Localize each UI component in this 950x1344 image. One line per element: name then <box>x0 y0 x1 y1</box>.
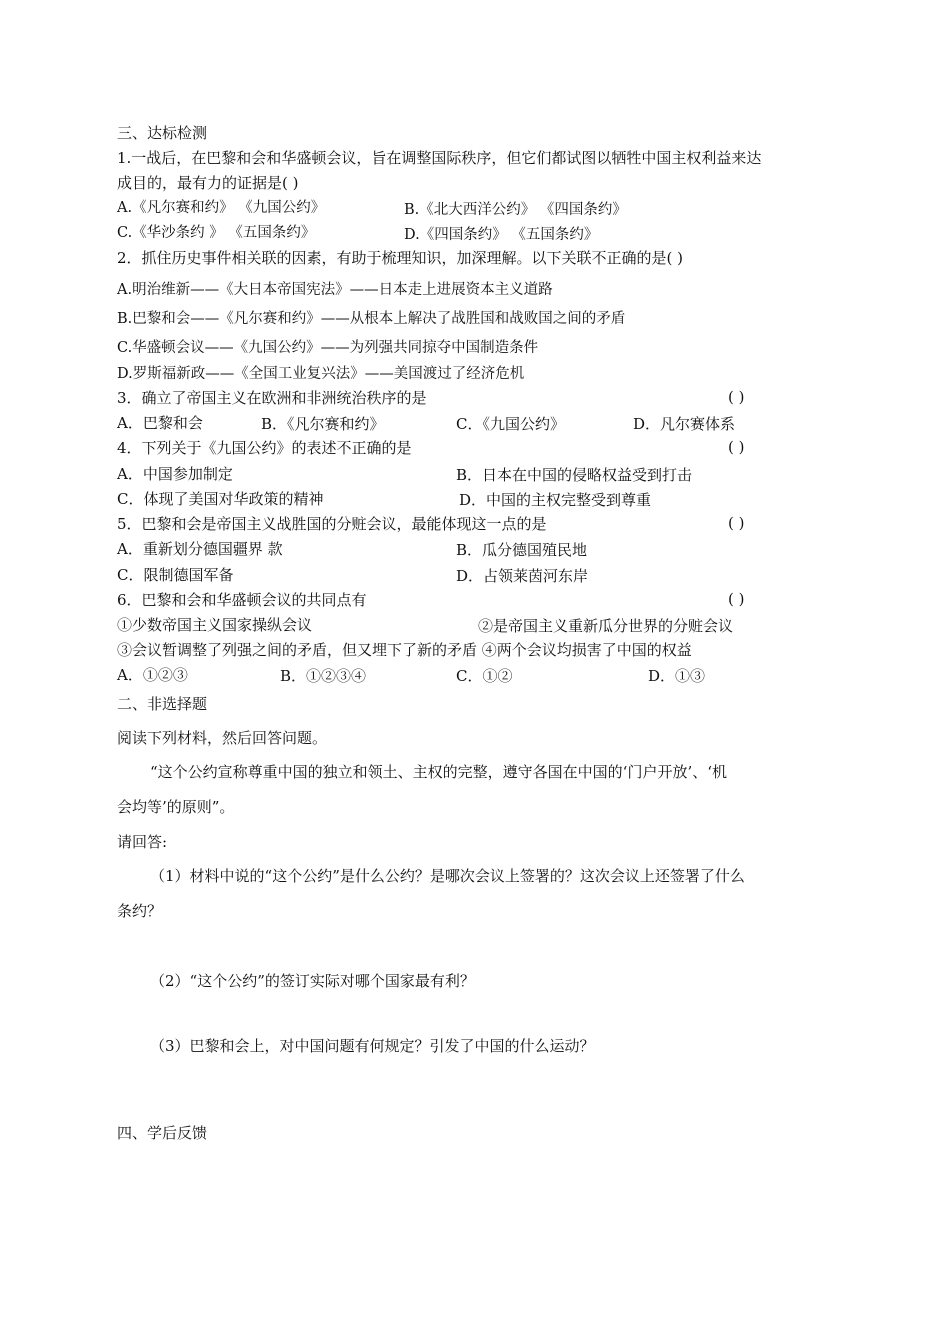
q4-option-d: D．中国的主权完整受到尊重 <box>459 491 652 509</box>
reading-instruction: 阅读下列材料，然后回答问题。 <box>117 729 328 747</box>
q1-stem-line2: 成目的，最有力的证据是( ) <box>117 174 299 192</box>
q2-option-b: B.巴黎和会——《凡尔赛和约》——从根本上解决了战胜国和战败国之间的矛盾 <box>117 311 626 327</box>
q6-option-a: A．①②③ <box>117 666 188 684</box>
q5-option-a: A．重新划分德国疆界 款 <box>117 540 283 558</box>
q6-item-2: ②是帝国主义重新瓜分世界的分赃会议 <box>478 617 734 635</box>
q2-option-d: D.罗斯福新政——《全国工业复兴法》——美国渡过了经济危机 <box>117 366 525 382</box>
q4-option-a: A．中国参加制定 <box>117 465 233 483</box>
q3-option-a: A．巴黎和会 <box>117 414 203 432</box>
q3-option-c: C．《九国公约》 <box>456 415 565 433</box>
q2-option-a: A.明治维新——《大日本帝国宪法》——日本走上进展资本主义道路 <box>117 282 553 298</box>
q5-option-b: B．瓜分德国殖民地 <box>456 541 588 559</box>
q1-option-c: C.《华沙条约 》 《五国条约》 <box>117 225 316 241</box>
q5-answer-paren: ( ) <box>728 514 745 532</box>
q6-stem: 6．巴黎和会和华盛顿会议的共同点有 <box>117 591 367 609</box>
q4-answer-paren: ( ) <box>728 438 745 456</box>
q3-option-b: B．《凡尔赛和约》 <box>261 415 385 433</box>
q6-option-c: C．①② <box>456 667 513 685</box>
subquestion-1-line1: （1）材料中说的“这个公约”是什么公约？是哪次会议上签署的？这次会议上还签署了什么 <box>150 867 745 885</box>
q6-option-d: D．①③ <box>648 667 706 685</box>
q2-stem: 2．抓住历史事件相关联的因素，有助于梳理知识，加深理解。以下关联不正确的是( ) <box>117 249 684 267</box>
material-quote-line1: “这个公约宣称尊重中国的独立和领土、主权的完整，遵守各国在中国的‘门户开放’、‘机 <box>150 763 727 781</box>
q4-stem: 4．下列关于《九国公约》的表述不正确的是 <box>117 439 412 457</box>
q5-option-d: D．占领莱茵河东岸 <box>456 567 589 585</box>
q1-stem-line1: 1.一战后，在巴黎和会和华盛顿会议，旨在调整国际秩序，但它们都试图以牺牲中国主权利益来达 <box>117 149 762 167</box>
answer-prompt: 请回答: <box>117 833 168 851</box>
subquestion-1-line2: 条约？ <box>117 902 163 920</box>
q3-answer-paren: ( ) <box>728 388 745 406</box>
q5-stem: 5．巴黎和会是帝国主义战胜国的分赃会议，最能体现这一点的是 <box>117 515 547 533</box>
q5-option-c: C．限制德国军备 <box>117 566 234 584</box>
q3-option-d: D．凡尔赛体系 <box>633 415 736 433</box>
q1-option-d: D.《四国条约》 《五国条约》 <box>404 227 599 243</box>
q6-answer-paren: ( ) <box>728 590 745 608</box>
section-4-title: 四、学后反馈 <box>117 1124 208 1142</box>
subquestion-3: （3）巴黎和会上，对中国问题有何规定？引发了中国的什么运动？ <box>150 1037 595 1055</box>
q6-item-1: ①少数帝国主义国家操纵会议 <box>117 616 313 634</box>
q2-option-c: C.华盛顿会议——《九国公约》——为列强共同掠夺中国制造条件 <box>117 340 539 356</box>
q1-option-a: A.《凡尔赛和约》 《九国公约》 <box>117 200 326 216</box>
subquestion-2: （2）“这个公约”的签订实际对哪个国家最有利？ <box>150 972 475 990</box>
material-quote-line2: 会均等’的原则”。 <box>117 798 235 816</box>
q4-option-b: B．日本在中国的侵略权益受到打击 <box>456 466 693 484</box>
q6-option-b: B．①②③④ <box>280 667 367 685</box>
q4-option-c: C．体现了美国对华政策的精神 <box>117 490 324 508</box>
section-3-title: 三、达标检测 <box>117 124 208 142</box>
q1-option-b: B.《北大西洋公约》 《四国条约》 <box>404 202 627 218</box>
q6-items-3-4: ③会议暂调整了列强之间的矛盾，但又埋下了新的矛盾 ④两个会议均损害了中国的权益 <box>117 641 692 659</box>
q3-stem: 3．确立了帝国主义在欧洲和非洲统治秩序的是 <box>117 389 427 407</box>
section-2-title: 二、非选择题 <box>117 695 208 713</box>
